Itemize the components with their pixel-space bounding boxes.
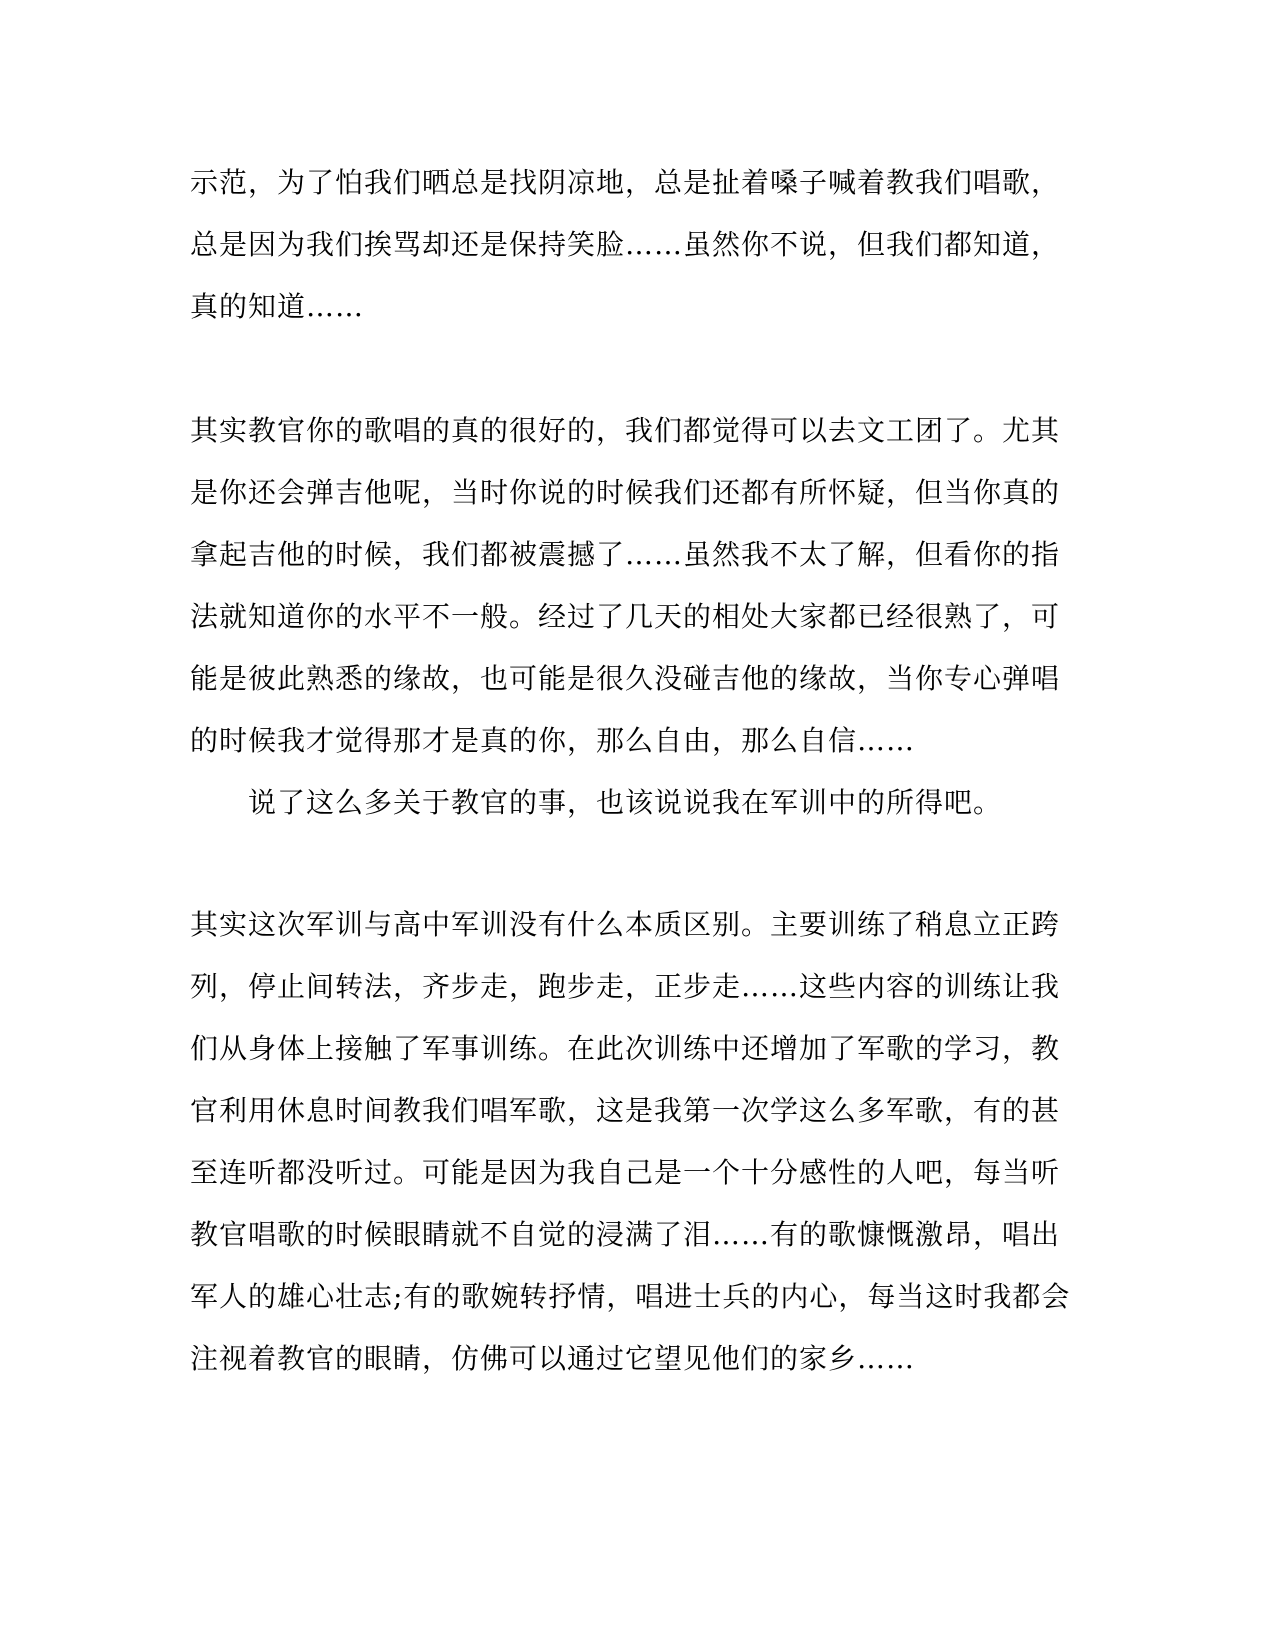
paragraph-4-line-7: 军人的雄心壮志;有的歌婉转抒情，唱进士兵的内心，每当这时我都会 <box>190 1280 1071 1313</box>
paragraph-2-line-6: 的时候我才觉得那才是真的你，那么自由，那么自信…… <box>190 724 916 757</box>
paragraph-4-line-1: 其实这次军训与高中军训没有什么本质区别。主要训练了稍息立正跨 <box>190 908 1061 941</box>
paragraph-4-line-2: 列，停止间转法，齐步走，跑步走，正步走……这些内容的训练让我 <box>190 970 1061 1003</box>
paragraph-4-line-8: 注视着教官的眼睛，仿佛可以通过它望见他们的家乡…… <box>190 1342 916 1375</box>
paragraph-2-line-5: 能是彼此熟悉的缘故，也可能是很久没碰吉他的缘故，当你专心弹唱 <box>190 662 1061 695</box>
paragraph-4-line-4: 官利用休息时间教我们唱军歌，这是我第一次学这么多军歌，有的甚 <box>190 1094 1061 1127</box>
paragraph-2-line-1: 其实教官你的歌唱的真的很好的，我们都觉得可以去文工团了。尤其 <box>190 414 1061 447</box>
paragraph-1-line-1: 示范，为了怕我们晒总是找阴凉地，总是扯着嗓子喊着教我们唱歌， <box>190 166 1061 199</box>
paragraph-3-line-1: 说了这么多关于教官的事，也该说说我在军训中的所得吧。 <box>248 786 1003 819</box>
paragraph-4-line-5: 至连听都没听过。可能是因为我自己是一个十分感性的人吧，每当听 <box>190 1156 1061 1189</box>
paragraph-2-line-2: 是你还会弹吉他呢，当时你说的时候我们还都有所怀疑，但当你真的 <box>190 476 1061 509</box>
paragraph-2-line-3: 拿起吉他的时候，我们都被震撼了……虽然我不太了解，但看你的指 <box>190 538 1061 571</box>
paragraph-4-line-3: 们从身体上接触了军事训练。在此次训练中还增加了军歌的学习，教 <box>190 1032 1061 1065</box>
paragraph-1-line-2: 总是因为我们挨骂却还是保持笑脸……虽然你不说，但我们都知道， <box>190 228 1061 261</box>
paragraph-1-line-3: 真的知道…… <box>190 290 365 323</box>
paragraph-4-line-6: 教官唱歌的时候眼睛就不自觉的浸满了泪……有的歌慷慨激昂，唱出 <box>190 1218 1061 1251</box>
paragraph-2-line-4: 法就知道你的水平不一般。经过了几天的相处大家都已经很熟了，可 <box>190 600 1061 633</box>
